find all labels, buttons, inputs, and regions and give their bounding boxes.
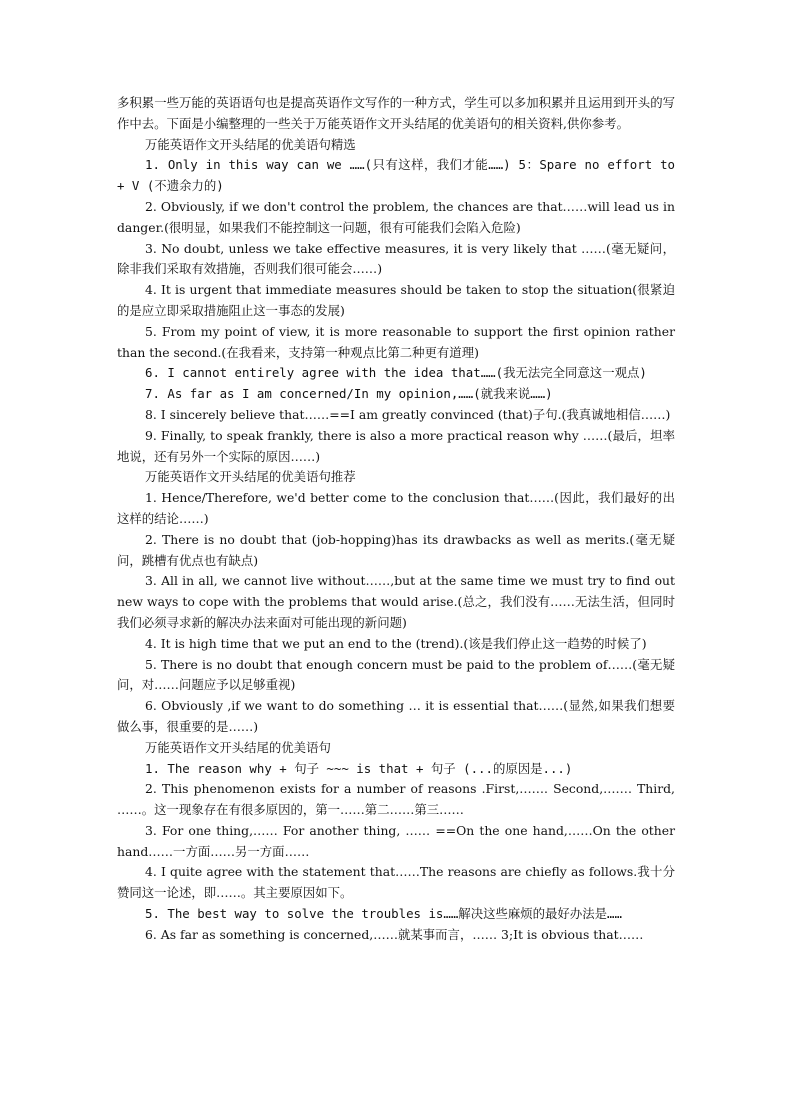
section-heading: 万能英语作文开头结尾的优美语句推荐: [145, 469, 356, 485]
list-item: 5. From my point of view, it is more reasonable to support the first opinion rather than the second.(在我看来，支持第一种观点比第二种更有道理): [117, 323, 675, 360]
list-item: 6. As far as something is concerned,……就某事而言，…… 3;It is obvious that……: [145, 926, 644, 942]
list-item: 2. This phenomenon exists for a number of reasons .First,……. Second,……. Third, ……。这一现象存在有很多原因的，第一……第二……第三……: [117, 781, 675, 818]
section-heading: 万能英语作文开头结尾的优美语句: [145, 739, 331, 755]
list-item: 3. For one thing,…… For another thing, …… ==On the one hand,……On the other hand……一方面……另一方面……: [117, 822, 675, 859]
list-item: 2. There is no doubt that (job-hopping)has its drawbacks as well as merits.(毫无疑问，跳槽有优点也有缺点): [117, 531, 675, 568]
list-item: 4. It is urgent that immediate measures should be taken to stop the situation(很紧迫的是应立即采取措施阻止这一事态的发展): [117, 282, 675, 318]
intro-paragraph: 多积累一些万能的英语语句也是提高英语作文写作的一种方式，学生可以多加积累并且运用到开头的写作中去。下面是小编整理的一些关于万能英语作文开头结尾的优美语句的相关资料,供你参考。: [117, 95, 675, 131]
list-item: 1. The reason why + 句子 ~~~ is that + 句子 (...的原因是...): [145, 760, 573, 776]
list-item: 6. I cannot entirely agree with the idea that……(我无法完全同意这一观点): [145, 365, 647, 381]
list-item: 3. All in all, we cannot live without……,but at the same time we must try to find out new ways to cope with the problems that would arise.(总之，我们没有……无法生活，但同时我们必须寻求新的解决办法来面对可能出现的新问题): [117, 573, 675, 630]
list-item: 7. As far as I am concerned/In my opinion,……(就我来说……): [145, 386, 553, 402]
list-item: 3. No doubt, unless we take effective measures, it is very likely that ……(毫无疑问，除非我们采取有效措施，否则我们很可能会……): [117, 240, 675, 277]
document-page: [117, 93, 675, 946]
list-item: 1. Hence/Therefore, we'd better come to the conclusion that……(因此，我们最好的出这样的结论……): [117, 490, 675, 526]
list-item: 9. Finally, to speak frankly, there is also a more practical reason why ……(最后，坦率地说，还有另外一个实际的原因……): [117, 427, 675, 464]
list-item: 4. It is high time that we put an end to the (trend).(该是我们停止这一趋势的时候了): [145, 635, 647, 651]
list-item: 6. Obviously ,if we want to do something … it is essential that……(显然,如果我们想要做么事，很重要的是……): [117, 698, 675, 734]
list-item: 4. I quite agree with the statement that……The reasons are chiefly as follows.我十分赞同这一论述，即……。其主要原因如下。: [117, 864, 675, 901]
list-item: 2. Obviously, if we don't control the problem, the chances are that……will lead us in danger.(很明显，如果我们不能控制这一问题，很有可能我们会陷入危险): [117, 198, 675, 235]
list-item: 5. There is no doubt that enough concern must be paid to the problem of……(毫无疑问，对……问题应予以足够重视): [117, 656, 675, 693]
list-item: 8. I sincerely believe that……==I am greatly convinced (that)子句.(我真诚地相信……): [145, 406, 671, 422]
list-item: 5. The best way to solve the troubles is……解决这些麻烦的最好办法是……: [145, 906, 622, 922]
list-item: 1. Only in this way can we ……(只有这样，我们才能……) 5：Spare no effort to + V (不遗余力的): [117, 157, 675, 194]
section-heading: 万能英语作文开头结尾的优美语句精选: [145, 136, 356, 152]
